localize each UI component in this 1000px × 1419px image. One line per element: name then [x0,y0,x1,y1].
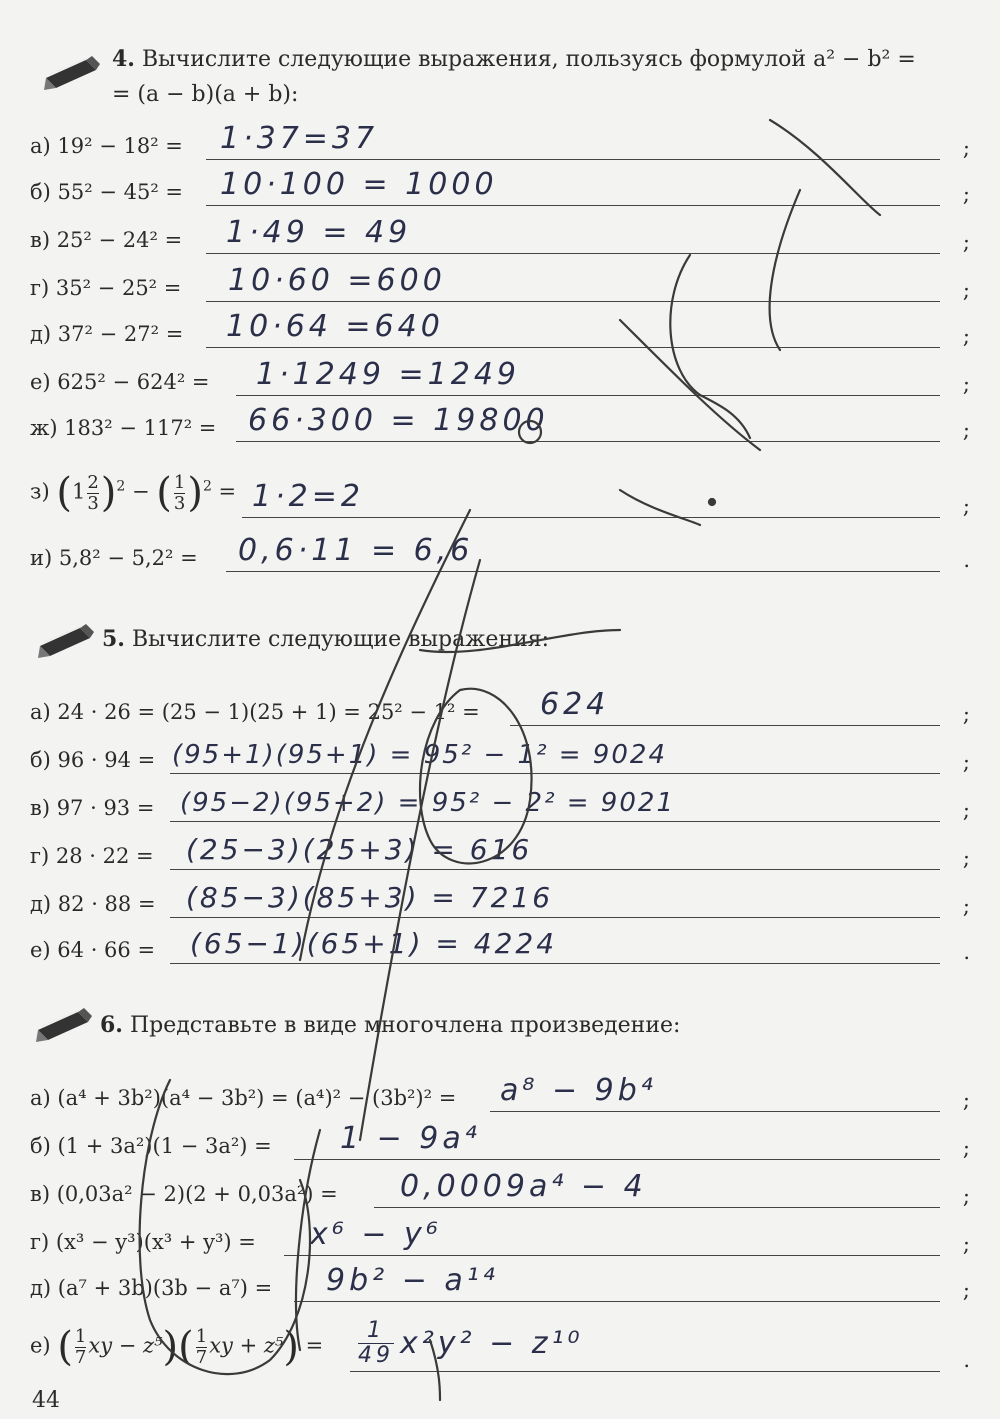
punctuation: ; [962,1184,970,1208]
fraction [358,1319,394,1368]
expression: а) 24 · 26 = (25 − 1)(25 + 1) = 25² − 1² = [30,700,480,724]
numerator: 2 [87,471,99,493]
expression: г) 28 · 22 = [30,844,154,868]
task-5-row-b [30,734,970,778]
task-4-row-e [30,308,970,352]
punctuation: ; [962,182,970,206]
answer-line [170,917,940,918]
punctuation: ; [962,1136,970,1160]
answer-line [206,301,940,302]
item-letter: е) [30,1333,51,1358]
expression: в) (0,03a² − 2)(2 + 0,03a²) = [30,1182,338,1206]
expression: и) 5,8² − 5,2² = [30,546,198,570]
task-5-row-d [30,830,970,874]
handwritten-answer [356,1319,584,1368]
punctuation: ; [962,278,970,302]
handwritten-answer: 9b² − a¹⁴ [326,1263,499,1298]
answer-line [236,395,940,396]
expression: б) 96 · 94 = [30,748,156,772]
expression: е) 625² − 624² = [30,370,210,394]
punctuation: ; [962,750,970,774]
handwritten-answer: 10·64 =640 [226,309,444,344]
denominator: 7 [195,1346,208,1368]
paren-open: ( [56,470,72,516]
handwritten-answer: 66·300 = 19800 [248,403,549,438]
expression [30,1324,323,1370]
task-4-row-c [30,214,970,258]
task-4-number: 4. [112,46,135,72]
task-5-row-a [30,686,970,730]
handwritten-answer: (25−3)(25+3) = 616 [186,833,533,866]
handwritten-answer: (95+1)(95+1) = 95² − 1² = 9024 [172,740,667,770]
task-6-row-e [30,1262,970,1306]
task-4-row-d [30,262,970,306]
denominator: 49 [358,1343,394,1368]
handwritten-answer: 10·60 =600 [228,263,446,298]
punctuation: ; [962,846,970,870]
denominator: 7 [74,1346,87,1368]
handwritten-answer: 1·1249 =1249 [256,357,520,392]
term: xy + z⁵ [209,1333,284,1358]
handwritten-answer: 624 [540,687,610,722]
numerator: 1 [74,1325,87,1347]
punctuation: ; [962,798,970,822]
answer-line [170,963,940,964]
handwritten-answer: (65−1)(65+1) = 4224 [190,927,558,960]
paren-close: ) [283,1324,299,1370]
task-4-row-g [30,402,970,446]
task-4-row-z [30,458,970,522]
answer-line [206,347,940,348]
answer-line [206,253,940,254]
task-4-row-b [30,166,970,210]
task-4-row-i [30,532,970,576]
answer-line [374,1207,940,1208]
handwritten-answer: (95−2)(95+2) = 95² − 2² = 9021 [180,788,675,818]
pencil-icon [34,1004,98,1044]
punctuation: ; [962,1088,970,1112]
answer-line [510,725,940,726]
expression: г) 35² − 25² = [30,276,182,300]
task-4-title: Вычислите следующие выражения, пользуясь формулой a² − b² = [141,47,916,72]
numerator: 1 [173,471,186,493]
fraction [196,1327,207,1368]
term: xy − z⁵ [88,1333,163,1358]
pencil-icon [36,620,100,660]
task-6-row-d [30,1216,970,1260]
task-6-header [100,1010,680,1041]
pencil-icon [42,52,106,92]
page-number: 44 [32,1388,60,1413]
handwritten-answer: 0,6·11 = 6,6 [238,533,474,568]
handwritten-answer: 1·49 = 49 [226,215,412,250]
punctuation: ; [962,372,970,396]
expression: д) 37² − 27² = [30,322,184,346]
equals: = [305,1333,324,1358]
numerator: 1 [367,1318,385,1343]
expression: г) (x³ − y³)(x³ + y³) = [30,1230,256,1254]
paren-close: ) [162,1324,179,1370]
handwritten-answer: (85−3)(85+3) = 7216 [186,881,554,914]
fraction [75,1327,86,1368]
task-5-row-f [30,924,970,968]
expression: ж) 183² − 117² = [30,416,217,440]
task-6-number: 6. [100,1012,123,1038]
answer-line [284,1255,940,1256]
expression: д) (a⁷ + 3b)(3b − a⁷) = [30,1276,273,1300]
task-4-header [112,44,916,75]
answer-line [242,517,940,518]
answer-line [170,869,940,870]
answer-line [236,441,940,442]
equals: = [218,479,237,504]
task-4-row-f [30,356,970,400]
punctuation: . [963,1348,970,1372]
task-5-title: Вычислите следующие выражения: [131,627,550,652]
expression: б) (1 + 3a²)(1 − 3a²) = [30,1134,272,1158]
punctuation: ; [962,1278,970,1302]
expression: д) 82 · 88 = [30,892,156,916]
answer-line [294,1301,940,1302]
answer-line [350,1371,940,1372]
handwritten-answer: 1·37=37 [220,121,379,156]
task-6-title: Представьте в виде многочлена произведение: [129,1013,681,1038]
punctuation: ; [962,418,970,442]
task-4-row-a [30,120,970,164]
paren-close: ) [187,470,203,516]
handwritten-answer: 10·100 = 1000 [220,167,498,202]
punctuation: ; [962,702,970,726]
answer-line [170,821,940,822]
task-6-row-b [30,1120,970,1164]
punctuation: ; [962,230,970,254]
answer-line [226,571,940,572]
task-5-row-e [30,878,970,922]
answer-line [294,1159,940,1160]
handwritten-answer: 1·2=2 [252,479,364,514]
paren-close: ) [100,470,117,516]
answer-tail: x²y² − z¹⁰ [400,1326,584,1361]
handwritten-answer: 1 − 9a⁴ [340,1121,481,1156]
answer-line [170,773,940,774]
denominator: 3 [87,492,99,514]
task-5-number: 5. [102,626,125,652]
handwritten-answer: x⁶ − y⁶ [310,1217,442,1252]
handwritten-answer: a⁸ − 9b⁴ [500,1073,657,1108]
expression: а) (a⁴ + 3b²)(a⁴ − 3b²) = (a⁴)² − (3b²)² = [30,1086,457,1110]
handwritten-answer: 0,0009a⁴ − 4 [400,1169,647,1204]
punctuation: ; [962,324,970,348]
punctuation: . [963,940,970,964]
punctuation: . [963,548,970,572]
task-5-row-c [30,782,970,826]
fraction [87,473,98,514]
expression: з) (1 $\frac{2}{3}$ )$^2$ − ( $\frac{1}{3}$ )$^2$ = [30,470,237,516]
task-5-header [102,624,549,655]
whole-part: 1 [71,479,86,504]
answer-line [206,159,940,160]
punctuation: ; [962,1232,970,1256]
task-6-row-f [30,1310,970,1376]
numerator: 1 [195,1325,208,1347]
answer-line [490,1111,940,1112]
punctuation: ; [962,136,970,160]
task-4-title-cont: = (a − b)(a + b): [112,82,299,107]
punctuation: ; [962,894,970,918]
paren-open: ( [178,1324,194,1370]
task-6-row-c [30,1168,970,1212]
denominator: 3 [173,492,186,514]
punctuation: ; [962,494,970,518]
paren-open: ( [156,470,172,516]
expression: е) 64 · 66 = [30,938,156,962]
task-6-row-a [30,1072,970,1116]
item-letter: з) [30,479,50,504]
paren-open: ( [57,1324,73,1370]
answer-line [206,205,940,206]
expression: а) 19² − 18² = [30,134,183,158]
expression: в) 97 · 93 = [30,796,155,820]
expression: б) 55² − 45² = [30,180,184,204]
fraction [174,473,185,514]
expression: в) 25² − 24² = [30,228,183,252]
